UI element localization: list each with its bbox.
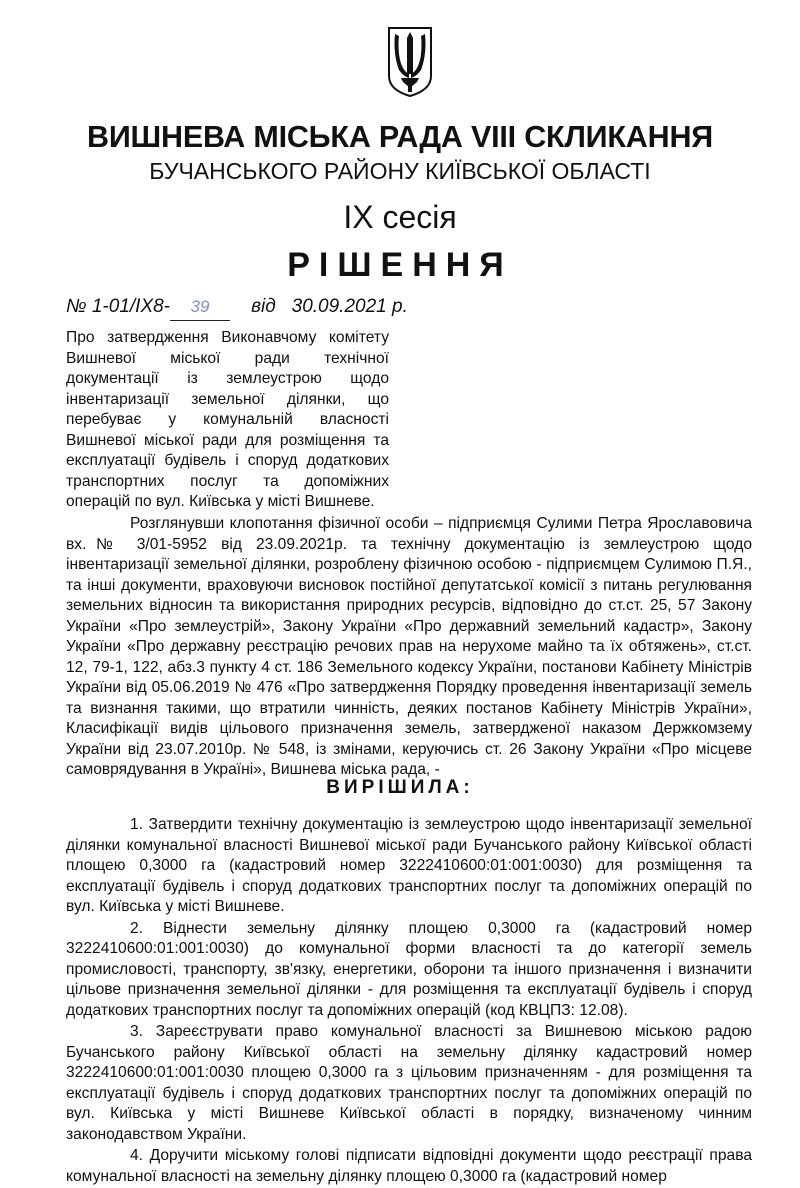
session-title: IX сесія <box>343 199 457 235</box>
decision-number-line <box>66 294 408 321</box>
preamble-text: Розглянувши клопотання фізичної особи – підприємця Сулими Петра Ярославовича вх.№ 3/01-5952 від 23.09.2021р. та технічну документацію із землеустрою щодо інвентаризації земельної ділянки, розроблену фізичною особою - підприємцем Сулимою П.Я., та інші документи, враховуючи висновок постійної депутатської комісії з питань регулювання земельних відносин та використання природних ресурсів, відповідно до ст.ст. 25, 57 Закону України «Про землеустрій», Закону України «Про державний земельний кадастр», Закону України «Про державну реєстрацію речових прав на нерухоме майно та їх обтяжень», ст.ст. 12, 79-1, 122, абз.3 пункту 4 ст. 186 Земельного кодексу України, постанови Кабінету Міністрів України від 05.06.2019 № 476 «Про затвердження Порядку проведення інвентаризації земель та визнання такими, що втратили чинність, деяких постанов Кабінету Міністрів України», Класифікації видів цільового призначення земель, затвердженої наказом Держкомзему України від 23.07.2010р. № 548, із змінами, керуючись ст. 26 Закону України «Про місцеве самоврядування в Україні», Вишнева міська рада, - <box>66 515 752 778</box>
decision-title: РІШЕННЯ <box>287 246 513 284</box>
handwritten-number: 39 <box>170 294 230 321</box>
decision-number-prefix: № 1-01/IX8- <box>66 296 171 317</box>
trident-emblem-icon <box>387 24 433 98</box>
resolution-item: 3. Зареєструвати право комунальної власності за Вишневою міською радою Бучанського району Київської області на земельну ділянку кадастровий номер 3222410600:01:001:0030 площею 0,3000 га з цільовим призначенням - для розміщення та експлуатації будівель і споруд додаткових транспортних послуг та допоміжних операцій по вул. Київська у місті Вишневе Київської області в порядку, визначеному чинним законодавством України. <box>66 1023 752 1143</box>
resolution-items <box>66 815 752 1188</box>
resolution-item: 4. Доручити міському голові підписати відповідні документи щодо реєстрації права комунальної власності на земельну ділянку площею 0,3000 га (кадастровий номер <box>66 1147 752 1185</box>
resolution-item: 2. Віднести земельну ділянку площею 0,3000 га (кадастровий номер 3222410600:01:001:0030) до комунальної форми власності та до категорії земель промисловості, транспорту, зв'язку, енергетики, оборони та іншого призначення і визначити цільове призначення земельної ділянки - для розміщення та експлуатації будівель і споруд додаткових транспортних послуг та допоміжних операцій (код КВЦПЗ: 12.08). <box>66 919 752 1019</box>
district-title: БУЧАНСЬКОГО РАЙОНУ КИЇВСЬКОЇ ОБЛАСТІ <box>149 158 651 184</box>
resolved-heading: ВИРІШИЛА: <box>326 777 474 798</box>
resolution-item: 1. Затвердити технічну документацію із землеустрою щодо інвентаризації земельної ділянки комунальної власності Вишневої міської ради Бучанського району Київської області площею 0,3000 га (кадастровий номер 3222410600:01:001:0030) для розміщення та експлуатації будівель і споруд додаткових транспортних послуг та допоміжних операцій по вул. Київська у місті Вишневе. <box>66 816 752 915</box>
preamble <box>66 514 752 781</box>
council-title: ВИШНЕВА МІСЬКА РАДА VIII СКЛИКАННЯ <box>87 120 713 154</box>
decision-subject: Про затвердження Виконавчому комітету Вишневої міської ради технічної документації із землеустрою щодо інвентаризації земельної ділянки, що перебуває у комунальній власності Вишневої міської ради для розміщення та експлуатації будівель і споруд додаткових транспортних послуг та допоміжних операцій по вул. Київська у місті Вишневе. <box>66 329 389 510</box>
decision-date: 30.09.2021 р. <box>291 296 408 317</box>
date-label: від <box>251 296 276 317</box>
